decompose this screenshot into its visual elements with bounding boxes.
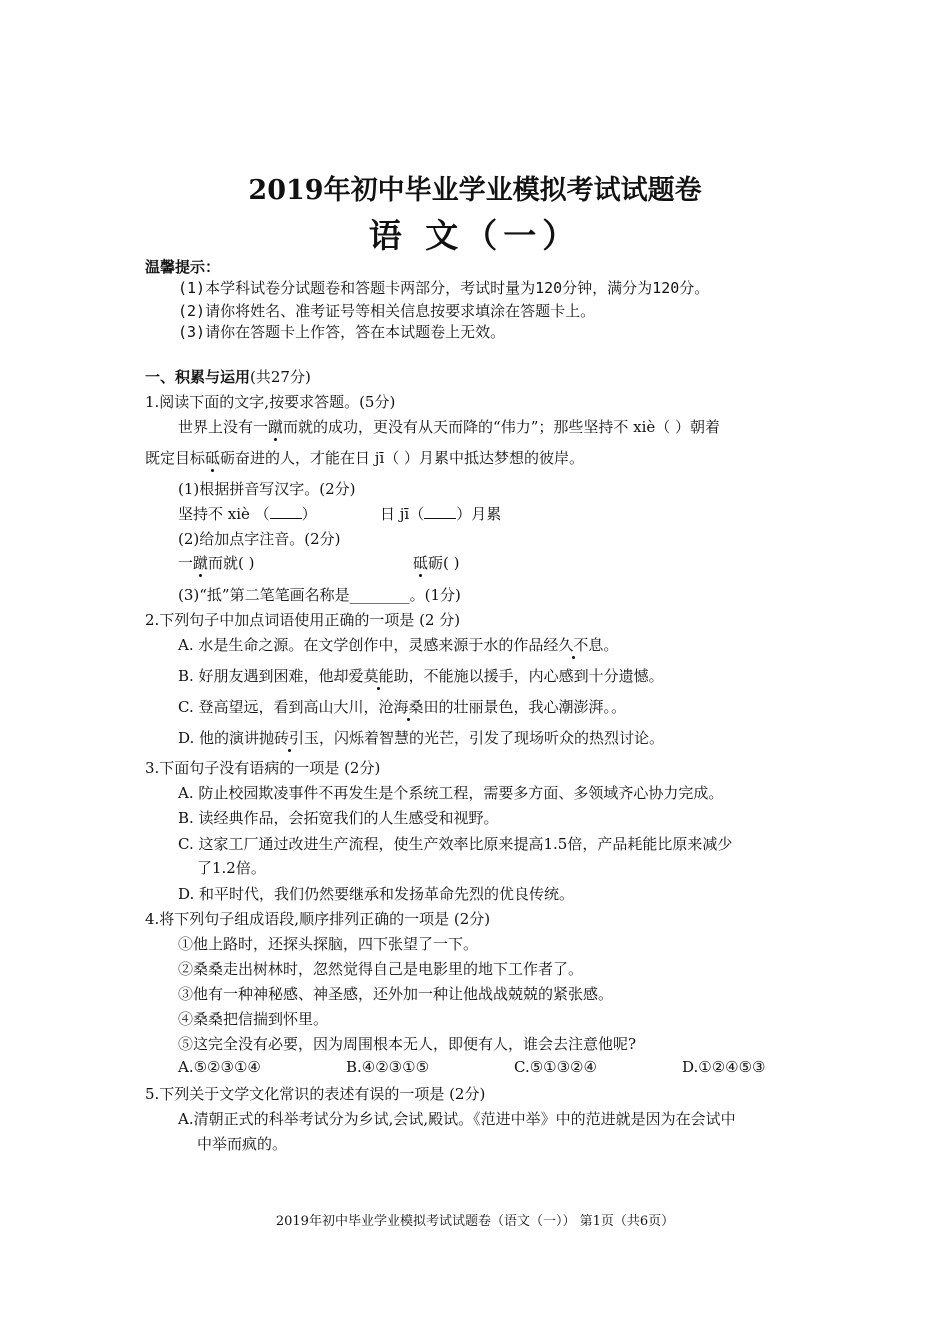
- tip-item: (2)请你将姓名、准考证号等相关信息按要求填涂在答题卡上。: [178, 302, 596, 320]
- q2-option-b: B. 好朋友遇到困难，他却爱莫能助，不能施以援手，内心感到十分遗憾。: [178, 667, 664, 685]
- section-title: 一、积累与运用: [145, 368, 251, 386]
- q1-sub2-item: 一蹴而就( ): [178, 554, 255, 572]
- q4-option-c: C.⑤①③②④: [514, 1058, 597, 1076]
- exam-title: 2019年初中毕业学业模拟考试试题卷: [248, 175, 702, 206]
- q5-option-a-cont: 中举而疯的。: [197, 1135, 288, 1153]
- dotted-char: 砥: [413, 554, 429, 572]
- q5-option-a: A.清朝正式的科举考试分为乡试,会试,殿试。《范进中举》中的范进就是因为在会试中: [178, 1110, 736, 1128]
- q4-sentence: ①他上路时，还探头探脑，四下张望了一下。: [178, 935, 479, 953]
- q1-sub1-answers: 日 jī（ ）月累: [380, 505, 502, 523]
- tip-item: (3)请你在答题卡上作答，答在本试题卷上无效。: [178, 323, 506, 341]
- dotted-char: 蹴: [193, 554, 209, 572]
- answer-blank: [270, 503, 302, 519]
- q4-option-a: A.⑤②③①④: [178, 1058, 261, 1076]
- q1-sub1: (1)根据拼音写汉字。(2分): [178, 480, 356, 498]
- dotted-char: 蹴: [268, 418, 284, 436]
- q2-option-c: C. 登高望远，看到高山大川，沧海桑田的壮丽景色，我心潮澎湃。。: [178, 698, 627, 716]
- q1-sub2: (2)给加点字注音。(2分): [178, 530, 341, 548]
- page-footer: 2019年初中毕业学业模拟考试试题卷（语文（一）） 第1页（共6页）: [275, 1214, 675, 1229]
- dotted-word: 沧海桑田: [378, 698, 439, 716]
- q3-option-b: B. 读经典作品，会拓宽我们的人生感受和视野。: [178, 809, 499, 827]
- q4-option-b: B.④②③①⑤: [346, 1058, 430, 1076]
- q5-stem: 5.下列关于文学文化常识的表述有误的一项是 (2分): [145, 1085, 486, 1103]
- tips-heading: 温馨提示：: [145, 258, 221, 276]
- q3-option-d: D. 和平时代，我们仍然要继承和发扬革命先烈的优良传统。: [178, 885, 575, 903]
- q1-passage-line: 既定目标砥砺奋进的人，才能在日 jī（ ）月累中抵达梦想的彼岸。: [145, 449, 585, 467]
- section-score: (共27分): [250, 368, 311, 386]
- dotted-word: 爱莫能助: [348, 667, 409, 685]
- q2-stem: 2.下列句子中加点词语使用正确的一项是 (2 分): [145, 611, 461, 629]
- q1-sub2-item: 砥砺( ): [413, 554, 460, 572]
- q3-option-a: A. 防止校园欺凌事件不再发生是个系统工程，需要多方面、多领域齐心协力完成。: [178, 784, 724, 802]
- q1-passage-line: 世界上没有一蹴而就的成功，更没有从天而降的“伟力”；那些坚持不 xiè（ ）朝着: [178, 418, 721, 436]
- q1-stem: 1.阅读下面的文字,按要求答题。(5分): [145, 393, 396, 411]
- dotted-char: 砥: [205, 449, 221, 467]
- q4-sentence: ②桑桑走出树林时，忽然觉得自己是电影里的地下工作者了。: [178, 960, 584, 978]
- q4-options: [178, 1058, 850, 1076]
- q2-option-a: A. 水是生命之源。在文学创作中，灵感来源于水的作品经久不息。: [178, 636, 619, 654]
- q4-option-d: D.①②④⑤③: [682, 1058, 766, 1076]
- tip-item: (1)本学科试卷分试题卷和答题卡两部分，考试时量为120分钟，满分为120分。: [178, 279, 710, 297]
- q4-stem: 4.将下列句子组成语段,顺序排列正确的一项是 (2分): [145, 910, 491, 928]
- q1-sub1-answers: 坚持不 xiè （ ）: [178, 505, 317, 523]
- q2-option-d: D. 他的演讲抛砖引玉，闪烁着智慧的光芒，引发了现场听众的热烈讨论。: [178, 729, 665, 747]
- q4-sentence: ③他有一种神秘感、神圣感，还外加一种让他战战兢兢的紧张感。: [178, 985, 614, 1003]
- section-heading: [145, 366, 311, 387]
- dotted-word: 抛砖引玉: [259, 729, 320, 747]
- q1-sub3: (3)“抵”第二笔笔画名称是________。(1分): [178, 586, 461, 604]
- q4-sentence: ⑤这完全没有必要，因为周围根本无人，即便有人，谁会去注意他呢?: [178, 1035, 637, 1053]
- subject-title: 语 文（一）: [368, 216, 582, 255]
- answer-blank: [424, 503, 456, 519]
- q4-sentence: ④桑桑把信揣到怀里。: [178, 1010, 329, 1028]
- dotted-word: 经久不息: [543, 636, 604, 654]
- q3-option-c-cont: 了1.2倍。: [197, 859, 266, 877]
- q3-option-c: C. 这家工厂通过改进生产流程，使生产效率比原来提高1.5倍，产品耗能比原来减少: [178, 835, 733, 853]
- q3-stem: 3.下面句子没有语病的一项是 (2分): [145, 759, 381, 777]
